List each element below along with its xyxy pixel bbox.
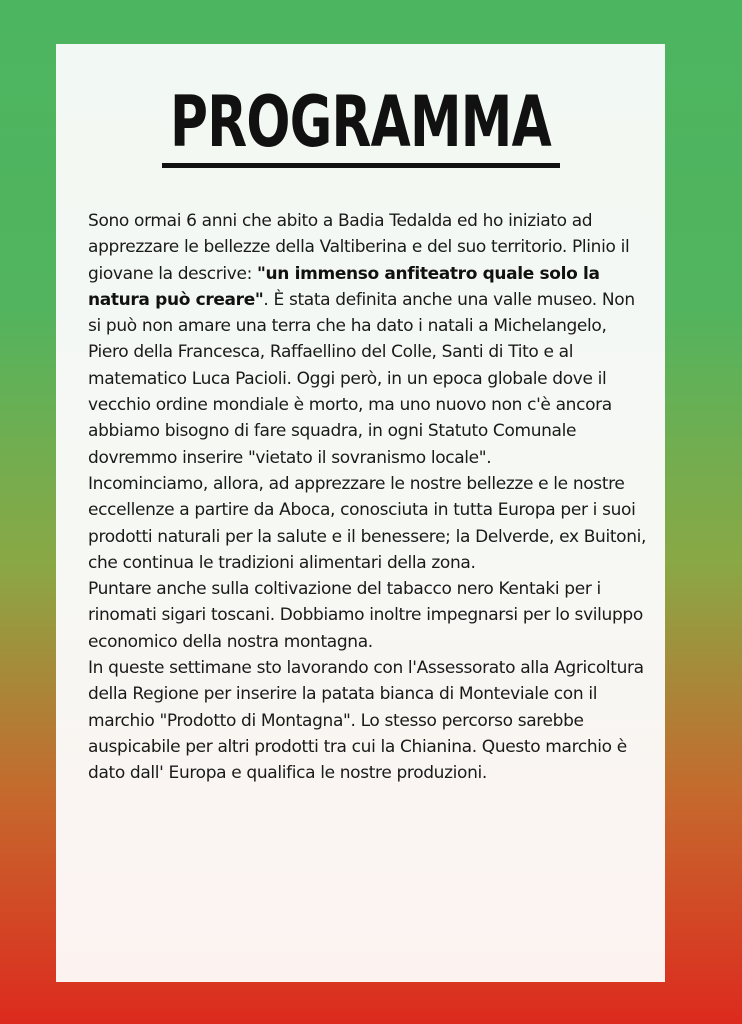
- paragraph-tobacco: Puntare anche sulla coltivazione del tabacco nero Kentaki per i rinomati sigari toscani. Dobbiamo inoltre impegnarsi per lo sviluppo economico della nostra montagna.: [88, 579, 643, 652]
- page-title: PROGRAMMA: [170, 81, 551, 163]
- paragraph-intro-start: Sono ormai 6 anni che abito a Badia Tedalda ed ho iniziato ad apprezzare le bellezze della Valtiberina e del suo territorio. Plinio il giovane la descrive:: [88, 211, 630, 284]
- program-card: [56, 44, 665, 982]
- pliny-quote: "un immenso anfiteatro quale solo la natura può creare": [88, 263, 600, 310]
- title-underline: [162, 163, 560, 168]
- program-text: [88, 208, 648, 787]
- paragraph-mountain-products: In queste settimane sto lavorando con l'Assessorato alla Agricoltura della Regione per inserire la patata bianca di Monteviale con il marchio "Prodotto di Montagna". Lo stesso percorso sarebbe auspicabile per altri prodotti tra cui la Chianina. Questo marchio è dato dall' Europa e qualifica le nostre produzioni.: [88, 658, 644, 784]
- paragraph-intro-end: . È stata definita anche una valle museo. Non si può non amare una terra che ha dato i natali a Michelangelo, Piero della Francesca, Raffaellino del Colle, Santi di Tito e al matematico Luca Pacioli. Oggi però, in un epoca globale dove il vecchio ordine mondiale è morto, ma uno nuovo non c'è ancora abbiamo bisogno di fare squadra, in ogni Statuto Comunale dovremmo inserire "vietato il sovranismo locale".: [88, 289, 635, 468]
- paragraph-excellences: Incominciamo, allora, ad apprezzare le nostre bellezze e le nostre eccellenze a partire da Aboca, conosciuta in tutta Europa per i suoi prodotti naturali per la salute e il benessere; la Delverde, ex Buitoni, che continua le tradizioni alimentari della zona.: [88, 473, 647, 573]
- paragraph-intro: [88, 208, 648, 471]
